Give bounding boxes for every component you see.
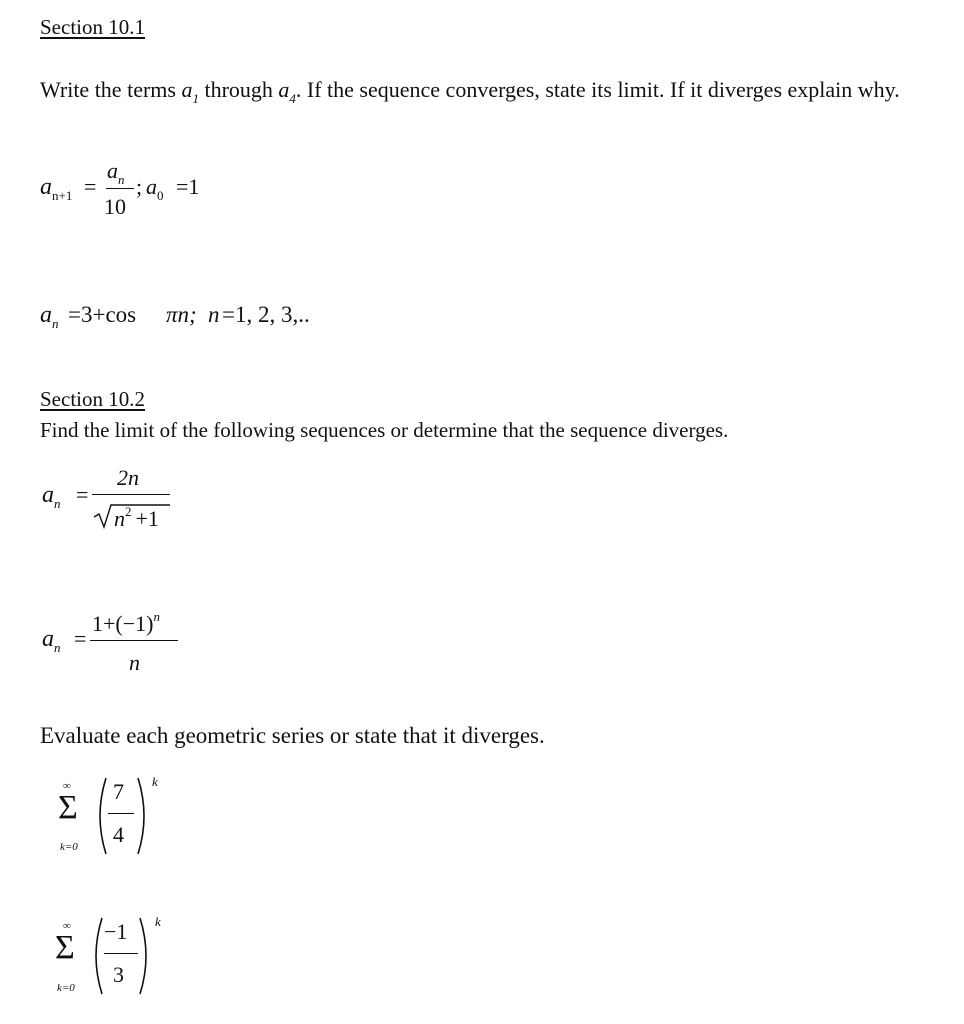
p2-expression: =3+cos [68, 302, 137, 327]
s1-sigma: Σ [58, 789, 78, 826]
p2-lhs: $a_n$ [40, 302, 59, 331]
p3-equals: = [76, 482, 89, 507]
p1-lhs: $a_{n+1}$ [40, 174, 73, 203]
instruction-through: through [204, 77, 273, 102]
s2-numerator: −1 [104, 919, 128, 944]
s1-denominator: 4 [113, 822, 124, 847]
p1-denominator: 10 [104, 194, 126, 219]
s1-upper-limit: ∞ [63, 780, 71, 792]
s2-sigma: Σ [55, 929, 75, 966]
p1-a0: $a_0$ [146, 174, 164, 203]
section-10-2-instruction: Find the limit of the following sequences or determine that the sequence diverges. [40, 418, 729, 442]
section-10-1-heading: Section 10.1 [40, 15, 145, 39]
term-a4: $a_4$ [278, 77, 296, 106]
s2-upper-limit: ∞ [63, 920, 71, 932]
series-instruction: Evaluate each geometric series or state that it diverges. [40, 723, 545, 748]
p3-numerator: 2n [117, 465, 139, 490]
term-a1: $a_1$ [181, 77, 199, 106]
s1-lower-limit: k=0 [60, 841, 78, 853]
p2-pi-n: πn; [166, 302, 197, 327]
s2-denominator: 3 [113, 962, 124, 987]
s1-fraction-bar [108, 813, 134, 814]
s2-fraction-bar [104, 953, 138, 954]
s2-lower-limit: k=0 [57, 982, 75, 994]
p1-rhs: =1 [176, 174, 200, 199]
instruction-part-2: . If the sequence converges, state its limit. If it diverges explain why. [295, 77, 900, 102]
section-10-1-instruction [40, 73, 930, 115]
instruction-part-1: Write the terms [40, 77, 176, 102]
p4-denominator: n [129, 650, 140, 675]
p1-semicolon: ; [136, 174, 143, 199]
s1-exponent: k [152, 774, 158, 789]
p3-fraction-bar [92, 494, 170, 495]
p4-lhs: $a_n$ [42, 626, 61, 655]
s2-exponent: k [155, 914, 161, 929]
p1-fraction-bar [106, 188, 134, 189]
p4-numerator: $1+(-1)^n$ [92, 609, 160, 636]
p4-fraction-bar [90, 640, 178, 641]
p2-n: n [208, 302, 220, 327]
p1-numerator: $a_n$ [107, 158, 125, 187]
p2-range: =1, 2, 3,.. [222, 302, 310, 327]
p3-denominator: $n^2 +1$ [114, 504, 159, 531]
p3-lhs: $a_n$ [42, 482, 61, 511]
p4-equals: = [74, 626, 87, 651]
section-10-2-heading: Section 10.2 [40, 387, 145, 411]
p1-equals: = [84, 174, 97, 199]
s1-numerator: 7 [113, 779, 124, 804]
